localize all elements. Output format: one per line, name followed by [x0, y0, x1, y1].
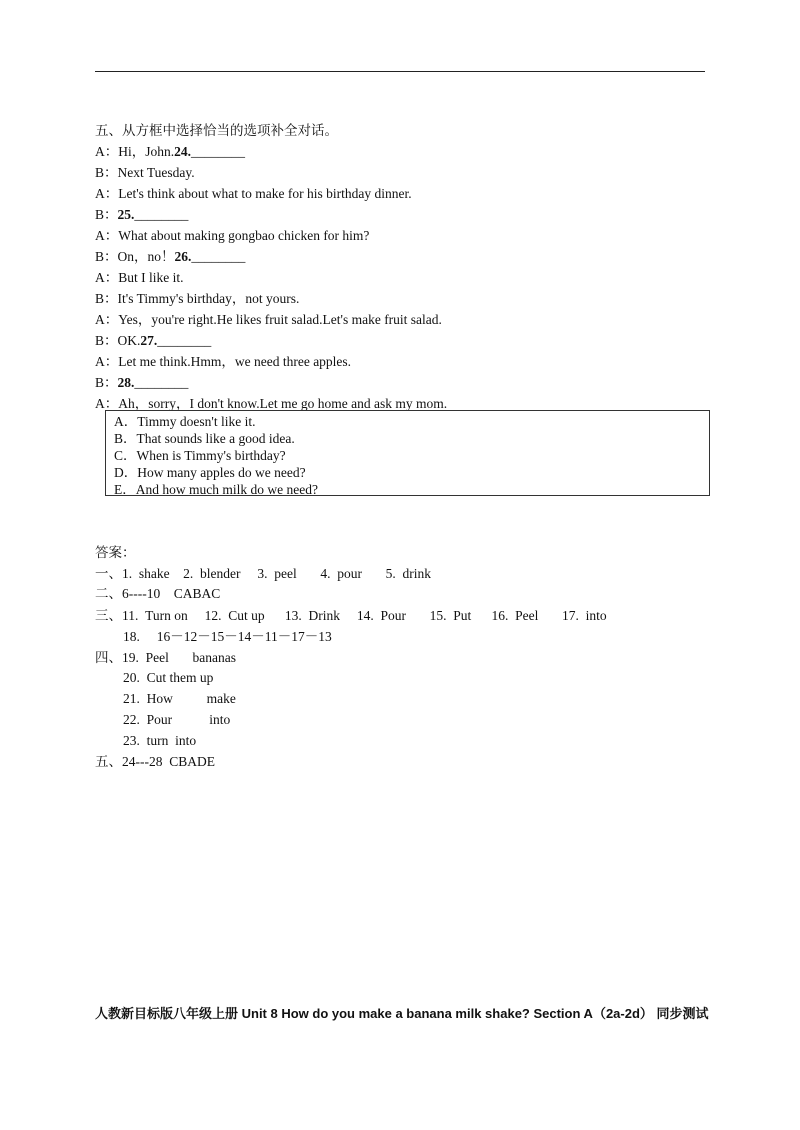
answer-line: 21. How make: [123, 691, 236, 706]
answer-line: 22. Pour into: [123, 712, 231, 727]
dialogue-line: B：Next Tuesday.: [95, 165, 195, 180]
option-b: B．That sounds like a good idea.: [114, 431, 295, 446]
dialogue-line: A：Let me think.Hmm，we need three apples.: [95, 354, 352, 369]
option-c: C．When is Timmy's birthday?: [114, 448, 286, 463]
answer-line: 一、1. shake 2. blender 3. peel 4. pour 5. drink: [95, 566, 431, 581]
answer-line: 18. 16－12－15－14－11－17－13: [123, 629, 332, 644]
dialogue-line: A：But I like it.: [95, 270, 184, 285]
page-footer: 人教新目标版八年级上册 Unit 8 How do you make a banana milk shake? Section A（2a-2d） 同步测试: [95, 1006, 709, 1021]
answer-line: 四、19. Peel bananas: [95, 650, 236, 665]
answer-line: 二、6----10 CABAC: [95, 586, 221, 601]
dialogue-line: A：Hi，John.24.________: [95, 144, 246, 159]
dialogue-line: B：OK.27.________: [95, 333, 212, 348]
answer-line: 23. turn into: [123, 733, 197, 748]
answer-line: 三、11. Turn on 12. Cut up 13. Drink 14. Pour 15. Put 16. Peel 17. into: [95, 608, 607, 623]
dialogue-line: A：What about making gongbao chicken for him?: [95, 228, 370, 243]
dialogue-line: A：Let's think about what to make for his birthday dinner.: [95, 186, 412, 201]
option-a: A．Timmy doesn't like it.: [114, 414, 256, 429]
answer-line: 20. Cut them up: [123, 670, 214, 685]
option-e: E．And how much milk do we need?: [114, 482, 318, 497]
dialogue-line: B：25.________: [95, 207, 189, 222]
dialogue-line: A：Yes，you're right.He likes fruit salad.Let's make fruit salad.: [95, 312, 442, 327]
option-d: D．How many apples do we need?: [114, 465, 306, 480]
dialogue-line: B：28.________: [95, 375, 189, 390]
dialogue-line: B：It's Timmy's birthday，not yours.: [95, 291, 300, 306]
section-title: 五、从方框中选择恰当的选项补全对话。: [95, 123, 338, 138]
answer-line: 五、24---28 CBADE: [95, 754, 215, 769]
dialogue-line: A：Ah，sorry，I don't know.Let me go home and ask my mom.: [95, 396, 448, 411]
header-rule: [95, 71, 705, 72]
answers-title: 答案：: [95, 545, 136, 560]
options-box: [105, 410, 710, 496]
dialogue-line: B：On，no！26.________: [95, 249, 246, 264]
